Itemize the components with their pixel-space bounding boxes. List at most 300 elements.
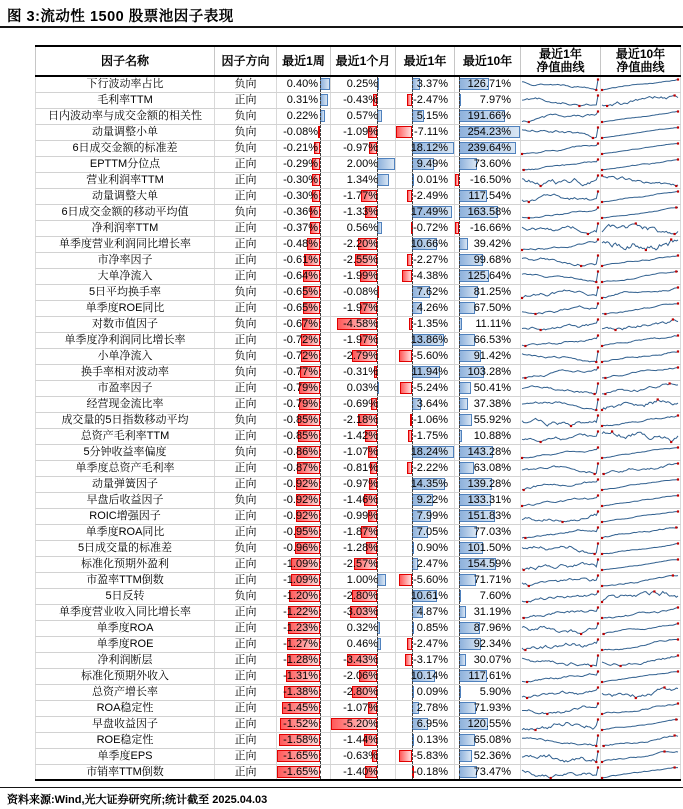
table-row — [35, 525, 681, 541]
bar-axis — [412, 285, 413, 300]
value-cell-1m — [331, 701, 396, 716]
sparkline-chart — [601, 557, 680, 572]
data-bar — [399, 750, 412, 762]
sparkline-10y-cell — [601, 605, 681, 620]
bar-axis — [459, 301, 460, 316]
extreme-point-marker — [601, 425, 603, 427]
value-text: -1.23% — [283, 622, 318, 634]
value-cell-1m — [331, 653, 396, 668]
bar-axis — [377, 109, 378, 124]
value-cell-10y — [455, 173, 521, 188]
value-cell-10y — [455, 621, 521, 636]
extreme-point-marker — [601, 553, 603, 555]
extreme-point-marker — [597, 526, 599, 528]
value-cell-1w — [277, 285, 331, 300]
value-cell-1y — [396, 253, 455, 268]
extreme-point-marker — [597, 414, 599, 416]
bar-axis — [320, 509, 321, 524]
table-row — [35, 77, 681, 93]
value-text: -0.31% — [343, 366, 378, 378]
value-text: -1.58% — [283, 734, 318, 746]
value-text: 31.19% — [473, 606, 511, 618]
value-cell-1w — [277, 397, 331, 412]
value-cell-1y — [396, 701, 455, 716]
value-cell-1y — [396, 173, 455, 188]
value-cell-1y — [396, 477, 455, 492]
factor-name-cell: 营业利润率TTM — [35, 173, 215, 188]
sparkline-chart — [521, 685, 600, 700]
data-bar — [377, 574, 386, 586]
extreme-point-marker — [677, 654, 679, 656]
direction-cell: 正向 — [215, 573, 277, 588]
sparkline-chart — [601, 157, 680, 172]
extreme-point-marker — [597, 446, 599, 448]
table-row — [35, 157, 681, 173]
value-text: 120.55% — [467, 718, 511, 730]
bar-axis — [320, 125, 321, 140]
bar-axis — [320, 557, 321, 572]
bar-axis — [459, 253, 460, 268]
sparkline-1y-cell — [521, 509, 601, 524]
value-cell-10y — [455, 445, 521, 460]
direction-cell: 正向 — [215, 461, 277, 476]
sparkline-10y-cell — [601, 653, 681, 668]
factor-name-cell: 早盘后收益因子 — [35, 493, 215, 508]
bar-axis — [412, 701, 413, 716]
value-text: 6.95% — [416, 718, 448, 730]
sparkline-chart — [601, 445, 680, 460]
sparkline-1y-cell — [521, 77, 601, 92]
value-text: -2.80% — [343, 590, 378, 602]
extreme-point-marker — [677, 462, 679, 464]
sparkline-chart — [521, 733, 600, 748]
value-cell-10y — [455, 733, 521, 748]
sparkline-1y-cell — [521, 397, 601, 412]
value-cell-10y — [455, 221, 521, 236]
bar-axis — [377, 349, 378, 364]
bar-axis — [320, 685, 321, 700]
extreme-point-marker — [561, 521, 563, 523]
extreme-point-marker — [601, 521, 603, 523]
extreme-point-marker — [601, 761, 603, 763]
data-bar — [396, 126, 412, 138]
extreme-point-marker — [534, 729, 536, 731]
extreme-point-marker — [601, 153, 603, 155]
value-cell-1w — [277, 589, 331, 604]
sparkline-1y-cell — [521, 317, 601, 332]
value-text: 125.64% — [467, 270, 511, 282]
value-cell-10y — [455, 253, 521, 268]
extreme-point-marker — [601, 505, 603, 507]
value-text: 0.25% — [346, 78, 378, 90]
factor-name-cell: 小单净流入 — [35, 349, 215, 364]
extreme-point-marker — [677, 78, 679, 80]
factor-name-cell: 单季度营业收入同比增长率 — [35, 605, 215, 620]
factor-name-cell: 早盘收益因子 — [35, 717, 215, 732]
table-row — [35, 349, 681, 365]
value-text: 99.68% — [473, 254, 511, 266]
extreme-point-marker — [604, 313, 606, 315]
factor-name-cell: 净利润率TTM — [35, 221, 215, 236]
value-cell-1y — [396, 733, 455, 748]
value-cell-1w — [277, 125, 331, 140]
value-text: 11.94% — [411, 366, 448, 378]
direction-cell: 正向 — [215, 253, 277, 268]
value-cell-1y — [396, 77, 455, 92]
value-text: 7.05% — [416, 526, 448, 538]
direction-cell: 负向 — [215, 125, 277, 140]
value-cell-1y — [396, 189, 455, 204]
value-cell-10y — [455, 77, 521, 92]
sparkline-chart — [521, 653, 600, 668]
value-text: 0.01% — [416, 174, 448, 186]
table-row — [35, 621, 681, 637]
table-row — [35, 269, 681, 285]
extreme-point-marker — [601, 361, 603, 363]
value-cell-1w — [277, 605, 331, 620]
sparkline-10y-cell — [601, 765, 681, 779]
value-text: -0.92% — [283, 494, 318, 506]
bar-axis — [320, 205, 321, 220]
direction-cell: 负向 — [215, 365, 277, 380]
extreme-point-marker — [603, 633, 605, 635]
sparkline-1y-cell — [521, 445, 601, 460]
table-row — [35, 189, 681, 205]
sparkline-1y-cell — [521, 157, 601, 172]
sparkline-chart — [521, 605, 600, 620]
direction-cell: 正向 — [215, 397, 277, 412]
value-text: -5.60% — [413, 350, 448, 362]
sparkline-10y-cell — [601, 733, 681, 748]
bar-axis — [459, 685, 460, 700]
value-text: -0.79% — [283, 398, 318, 410]
bar-axis — [320, 717, 321, 732]
sparkline-chart — [521, 621, 600, 636]
value-cell-10y — [455, 413, 521, 428]
value-text: -4.38% — [413, 270, 448, 282]
value-text: -3.03% — [343, 606, 378, 618]
value-cell-1m — [331, 733, 396, 748]
value-text: 117.61% — [468, 670, 511, 682]
value-cell-1m — [331, 685, 396, 700]
extreme-point-marker — [523, 569, 525, 571]
value-cell-1w — [277, 557, 331, 572]
factor-name-cell: 5日反转 — [35, 589, 215, 604]
extreme-point-marker — [597, 366, 599, 368]
sparkline-10y-cell — [601, 509, 681, 524]
sparkline-chart — [521, 445, 600, 460]
sparkline-10y-cell — [601, 125, 681, 140]
sparkline-chart — [601, 685, 680, 700]
extreme-point-marker — [521, 249, 523, 251]
bar-axis — [412, 205, 413, 220]
data-bar — [459, 334, 475, 346]
value-cell-10y — [455, 157, 521, 172]
value-text: -1.07% — [343, 702, 378, 714]
direction-cell: 正向 — [215, 621, 277, 636]
value-cell-1y — [396, 445, 455, 460]
value-cell-1y — [396, 493, 455, 508]
bar-axis — [320, 493, 321, 508]
value-cell-10y — [455, 509, 521, 524]
value-text: 101.50% — [467, 542, 511, 554]
value-cell-1w — [277, 749, 331, 764]
extreme-point-marker — [677, 334, 679, 336]
sparkline-chart — [521, 669, 600, 684]
bar-axis — [459, 221, 460, 236]
source-note: 资料来源:Wind,光大证券研究所;统计截至 2025.04.03 — [7, 794, 268, 806]
extreme-point-marker — [597, 686, 599, 688]
bar-axis — [320, 429, 321, 444]
bar-axis — [377, 525, 378, 540]
sparkline-chart — [521, 253, 600, 268]
bar-axis — [320, 397, 321, 412]
bar-axis — [412, 493, 413, 508]
extreme-point-marker — [601, 537, 603, 539]
value-text: 191.66% — [467, 110, 511, 122]
bar-axis — [459, 509, 460, 524]
extreme-point-marker — [597, 286, 599, 288]
value-text: 163.58% — [467, 206, 511, 218]
value-cell-1m — [331, 77, 396, 92]
bar-axis — [412, 269, 413, 284]
sparkline-1y-cell — [521, 109, 601, 124]
bar-axis — [377, 77, 378, 92]
value-cell-10y — [455, 349, 521, 364]
value-cell-1m — [331, 285, 396, 300]
direction-cell: 正向 — [215, 557, 277, 572]
value-text: 0.22% — [286, 110, 318, 122]
extreme-point-marker — [540, 441, 542, 443]
bar-axis — [412, 445, 413, 460]
value-text: 14.35% — [410, 478, 448, 490]
sparkline-chart — [601, 221, 680, 236]
extreme-point-marker — [597, 334, 599, 336]
factor-name-cell: ROE稳定性 — [35, 733, 215, 748]
value-text: -5.24% — [413, 382, 448, 394]
extreme-point-marker — [601, 713, 603, 715]
sparkline-10y-cell — [601, 397, 681, 412]
bar-axis — [459, 541, 460, 556]
value-text: -2.80% — [343, 686, 378, 698]
value-text: -0.81% — [343, 462, 378, 474]
factor-name-cell: 动量调整大单 — [35, 189, 215, 204]
extreme-point-marker — [601, 457, 603, 459]
sparkline-chart — [521, 765, 600, 779]
value-text: 0.40% — [286, 78, 318, 90]
bar-axis — [459, 365, 460, 380]
extreme-point-marker — [677, 446, 679, 448]
value-text: -0.43% — [343, 94, 378, 106]
sparkline-10y-cell — [601, 365, 681, 380]
extreme-point-marker — [528, 201, 530, 203]
direction-cell: 正向 — [215, 301, 277, 316]
value-cell-1m — [331, 301, 396, 316]
value-cell-10y — [455, 701, 521, 716]
value-cell-1y — [396, 381, 455, 396]
value-cell-10y — [455, 189, 521, 204]
extreme-point-marker — [675, 206, 677, 208]
table-row — [35, 445, 681, 461]
value-text: -1.09% — [343, 126, 378, 138]
bar-axis — [377, 733, 378, 748]
sparkline-1y-cell — [521, 461, 601, 476]
value-cell-1m — [331, 205, 396, 220]
bar-axis — [320, 301, 321, 316]
factor-name-cell: 单季度ROA — [35, 621, 215, 636]
bar-axis — [412, 765, 413, 779]
sparkline-10y-cell — [601, 205, 681, 220]
extreme-point-marker — [597, 398, 599, 400]
extreme-point-marker — [657, 398, 659, 400]
sparkline-10y-cell — [601, 429, 681, 444]
value-cell-1m — [331, 397, 396, 412]
extreme-point-marker — [601, 777, 603, 779]
value-text: -0.97% — [343, 478, 378, 490]
sparkline-chart — [601, 461, 680, 476]
sparkline-chart — [521, 461, 600, 476]
sparkline-1y-cell — [521, 717, 601, 732]
sparkline-10y-cell — [601, 189, 681, 204]
value-cell-1y — [396, 605, 455, 620]
bar-axis — [459, 717, 460, 732]
extreme-point-marker — [594, 393, 596, 395]
sparkline-chart — [521, 541, 600, 556]
extreme-point-marker — [601, 649, 603, 651]
bar-axis — [412, 109, 413, 124]
sparkline-10y-cell — [601, 573, 681, 588]
value-cell-1m — [331, 557, 396, 572]
value-cell-10y — [455, 605, 521, 620]
sparkline-10y-cell — [601, 493, 681, 508]
value-text: -2.47% — [413, 638, 448, 650]
extreme-point-marker — [601, 585, 603, 587]
value-cell-1m — [331, 349, 396, 364]
value-text: 10.14% — [410, 670, 448, 682]
extreme-point-marker — [594, 553, 596, 555]
sparkline-1y-cell — [521, 653, 601, 668]
value-text: 0.13% — [416, 734, 448, 746]
extreme-point-marker — [597, 110, 599, 112]
bar-axis — [377, 509, 378, 524]
direction-cell: 负向 — [215, 141, 277, 156]
bar-axis — [459, 173, 460, 188]
sparkline-chart — [521, 333, 600, 348]
sparkline-10y-cell — [601, 77, 681, 92]
sparkline-10y-cell — [601, 109, 681, 124]
extreme-point-marker — [677, 558, 679, 560]
data-bar — [459, 382, 471, 394]
data-bar — [459, 398, 468, 410]
extreme-point-marker — [597, 606, 599, 608]
extreme-point-marker — [595, 761, 597, 763]
bar-axis — [377, 221, 378, 236]
table-row — [35, 589, 681, 605]
extreme-point-marker — [521, 153, 523, 155]
value-text: 117.54% — [468, 190, 511, 202]
sparkline-10y-cell — [601, 173, 681, 188]
bar-axis — [459, 109, 460, 124]
value-cell-1y — [396, 589, 455, 604]
sparkline-chart — [521, 221, 600, 236]
value-text: -2.27% — [413, 254, 448, 266]
sparkline-1y-cell — [521, 253, 601, 268]
extreme-point-marker — [601, 169, 603, 171]
value-text: 9.49% — [416, 158, 448, 170]
direction-cell: 负向 — [215, 317, 277, 332]
bar-axis — [412, 477, 413, 492]
extreme-point-marker — [674, 94, 676, 96]
sparkline-chart — [601, 397, 680, 412]
sparkline-1y-cell — [521, 221, 601, 236]
bar-axis — [377, 749, 378, 764]
bar-axis — [320, 637, 321, 652]
bar-axis — [320, 93, 321, 108]
value-cell-1w — [277, 461, 331, 476]
bar-axis — [412, 189, 413, 204]
value-cell-10y — [455, 429, 521, 444]
value-text: -1.07% — [343, 446, 378, 458]
sparkline-1y-cell — [521, 765, 601, 779]
sparkline-1y-cell — [521, 701, 601, 716]
value-cell-1m — [331, 109, 396, 124]
bar-axis — [459, 669, 460, 684]
extreme-point-marker — [674, 766, 676, 768]
value-text: -0.92% — [283, 510, 318, 522]
direction-cell: 负向 — [215, 349, 277, 364]
value-text: 13.86% — [410, 334, 448, 346]
value-text: 92.34% — [473, 638, 511, 650]
table-row — [35, 669, 681, 685]
direction-cell: 正向 — [215, 93, 277, 108]
value-text: 103.28% — [467, 366, 511, 378]
extreme-point-marker — [597, 222, 599, 224]
sparkline-chart — [601, 189, 680, 204]
extreme-point-marker — [672, 318, 674, 320]
value-text: 7.60% — [479, 590, 511, 602]
bar-axis — [412, 525, 413, 540]
extreme-point-marker — [597, 734, 599, 736]
extreme-point-marker — [677, 478, 679, 480]
extreme-point-marker — [597, 462, 599, 464]
bar-axis — [412, 397, 413, 412]
table-row — [35, 253, 681, 269]
bar-axis — [320, 733, 321, 748]
value-cell-10y — [455, 557, 521, 572]
extreme-point-marker — [601, 681, 603, 683]
sparkline-chart — [521, 397, 600, 412]
value-cell-1y — [396, 685, 455, 700]
extreme-point-marker — [524, 537, 526, 539]
value-text: -0.18% — [413, 766, 448, 778]
value-text: -1.42% — [343, 430, 378, 442]
value-cell-1m — [331, 445, 396, 460]
value-cell-1y — [396, 301, 455, 316]
value-cell-1m — [331, 637, 396, 652]
extreme-point-marker — [570, 425, 572, 427]
value-cell-1m — [331, 93, 396, 108]
value-text: 37.38% — [473, 398, 511, 410]
direction-cell: 负向 — [215, 493, 277, 508]
value-text: 2.78% — [416, 702, 448, 714]
value-text: 151.83% — [467, 510, 511, 522]
value-cell-1y — [396, 125, 455, 140]
value-text: 30.07% — [473, 654, 511, 666]
value-cell-1m — [331, 589, 396, 604]
bar-axis — [377, 557, 378, 572]
bar-axis — [320, 589, 321, 604]
bar-axis — [459, 189, 460, 204]
